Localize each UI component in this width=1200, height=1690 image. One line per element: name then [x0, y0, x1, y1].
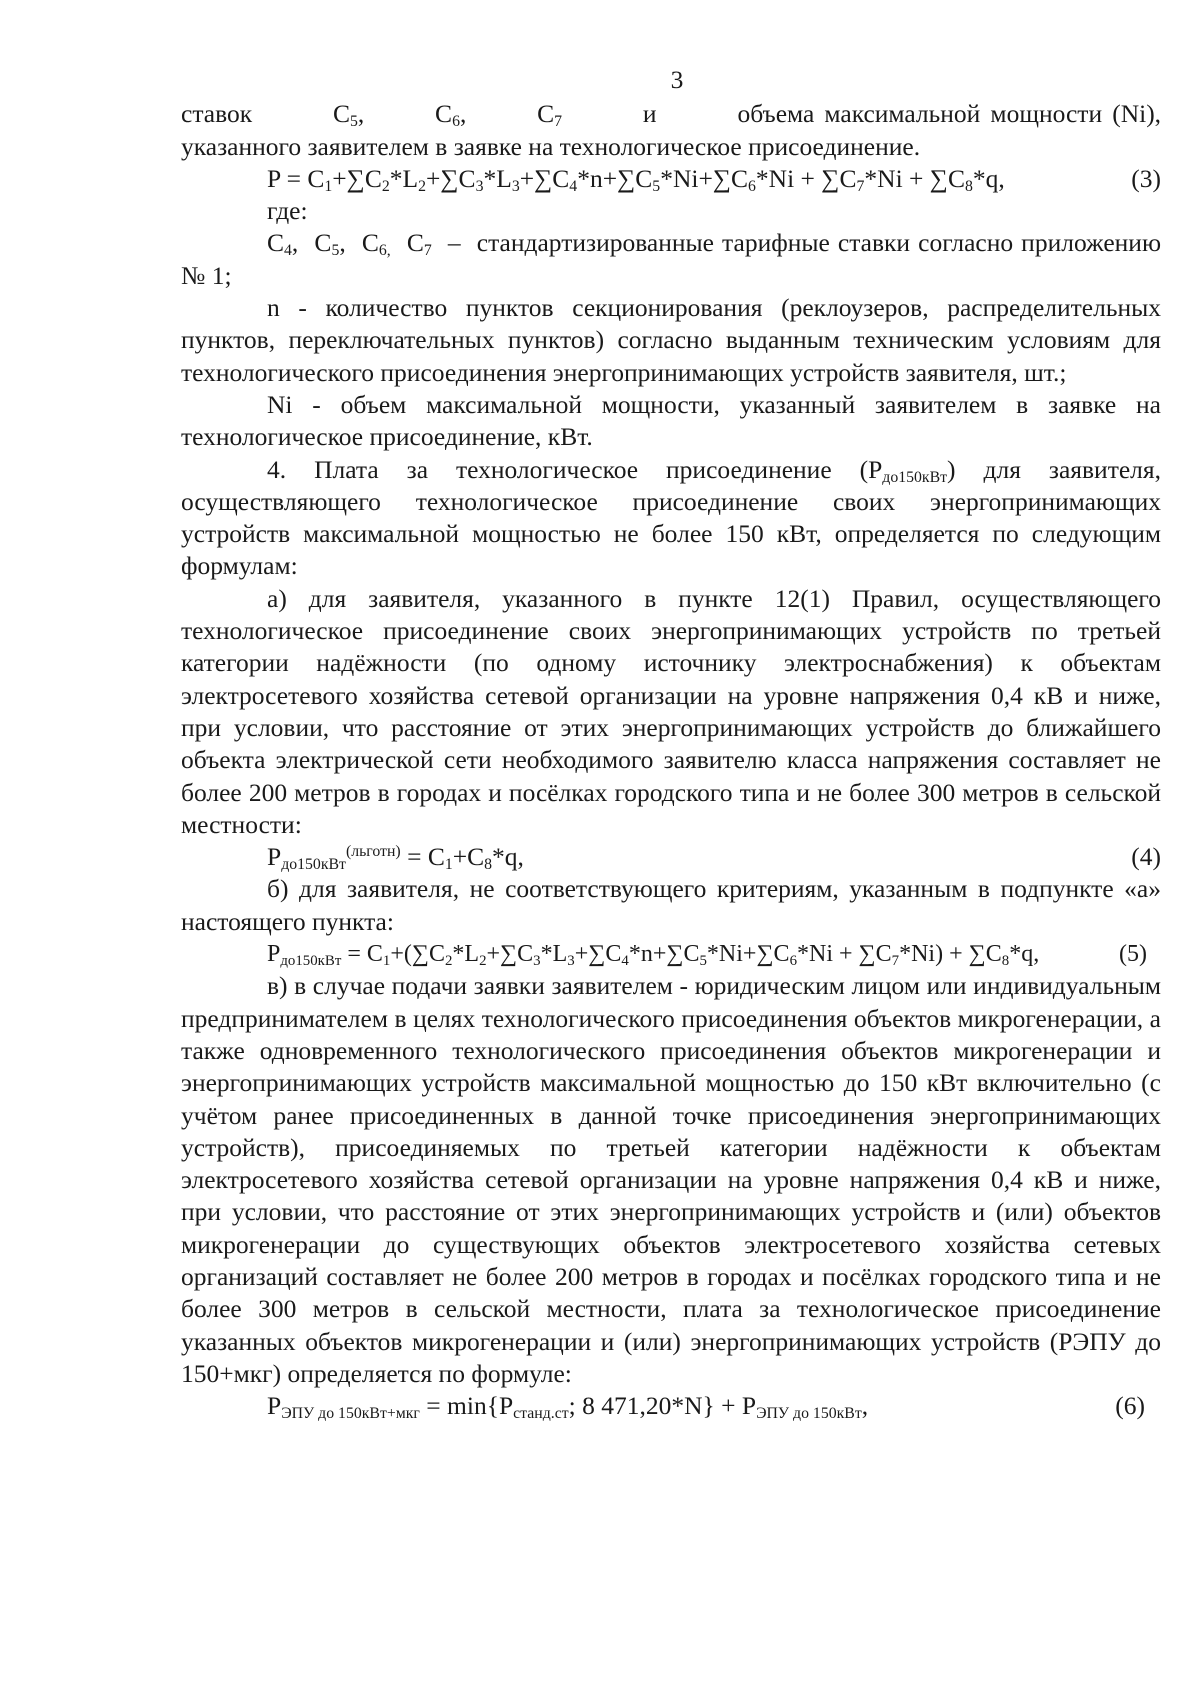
formula-4-text: $P_{до150кВт}^{(льготн)} = C_1+C_8*q$,	[267, 842, 524, 874]
word: и	[642, 99, 657, 129]
paragraph-4: 4. Плата за технологическое присоединение $(P_{до150кВт})$ для заявителя, осуществляющего технологическое присоединение своих энергопринимающих устройств максимальной мощностью не более 150 кВт, определяется по следующим формулам:	[181, 454, 1161, 581]
paragraph-b: б) для заявителя, не соответствующего критериям, указанным в подпункте «а» настоящего пункта:	[181, 874, 1161, 936]
symbol-c7: C	[537, 99, 555, 129]
formula-4	[181, 841, 1161, 873]
paragraph-v: в) в случае подачи заявки заявителем - юридическим лицом или индивидуальным предпринимателем в целях технологического присоединения объектов микрогенерации, а также одновременного технологического присоединения объектов микрогенерации и энергопринимающих устройств максимальной мощностью до 150 кВт включительно (с учётом ранее присоединенных в данной точке присоединения энергопринимающих устройств), присоединяемых по третьей категории надёжности к объектам электросетевого хозяйства сетевой организации на уровне напряжения 0,4 кВ и ниже, при условии, что расстояние от этих энергопринимающих устройств и (или) объектов микрогенерации до существующих объектов электросетевого хозяйства сетевых организаций составляет не более 200 метров в городах и посёлках городского типа и не более 300 метров в сельской местности, плата за технологическое присоединение указанных объектов микрогенерации и (или) энергопринимающих устройств (РЭПУ до 150+мкг) определяется по формуле:	[181, 971, 1161, 1388]
formula-6	[181, 1390, 1161, 1422]
symbol-c5: C	[332, 99, 350, 129]
definition-n: n - количество пунктов секционирования (реклоузеров, распределительных пунктов, переключательных пунктов) согласно выданным техническим условиям для технологического присоединения энергопринимающих устройств заявителя, шт.;	[181, 293, 1161, 387]
sub: 7	[554, 113, 563, 131]
paragraph-a: а) для заявителя, указанного в пункте 12(1) Правил, осуществляющего технологическое присоединение своих энергопринимающих устройств по третьей категории надёжности (по одному источнику электроснабжения) к объектам электросетевого хозяйства сетевой организации на уровне напряжения 0,4 кВ и ниже, при условии, что расстояние от этих энергопринимающих устройств до ближайшего объекта электрической сети необходимого заявителю класса напряжения составляет не более 200 метров в городах и посёлках городского типа и не более 300 метров в сельской местности:	[181, 583, 1161, 839]
formula-3-text: $P = C_1+\sum C_2*L_2+\sum C_3*L_3+\sum C_4*n+\sum C_5*Ni+\sum C_6*Ni + \sum C_7*Ni + \sum C_8*q$,	[267, 163, 1005, 195]
intro-line-1: ставок $C_5$, $C_6$, $C_7$ и объема максимальной мощности (Ni),	[181, 99, 1162, 131]
word: объема максимальной мощности (Ni),	[737, 99, 1162, 129]
where-label: где:	[267, 196, 308, 226]
formula-5-number: (5)	[1119, 941, 1147, 968]
definition-ni: Ni - объем максимальной мощности, указанный заявителем в заявке на технологическое присоединение, кВт.	[181, 389, 1161, 452]
formula-6-text: $P_{ЭПУ до 150кВт+мкг} = \min\{P_{станд.ст}$; 8 $471,20*N\} + P_{ЭПУ до 150кВт}$,	[267, 1391, 869, 1423]
formula-4-number: (4)	[1131, 842, 1161, 872]
document-page	[181, 64, 1161, 1422]
word: ставок	[181, 99, 253, 129]
intro-line-2: указанного заявителем в заявке на технологическое присоединение.	[181, 131, 921, 161]
sub: 5	[350, 113, 358, 131]
formula-3-number: (3)	[1131, 163, 1161, 193]
formula-5	[181, 938, 1161, 970]
page-number: 3	[670, 65, 684, 94]
formula-5-text: $P_{до150кВт} = C_1+(\sum C_2*L_2+\sum C_3*L_3+\sum C_4*n+\sum C_5*Ni+\sum C_6*Ni + \sum C_7*Ni) + \sum C_8*q$,	[267, 941, 1040, 970]
symbol-c6: C	[435, 99, 453, 129]
formula-6-number: (6)	[1115, 1391, 1145, 1421]
sub: 6	[452, 113, 460, 131]
definition-c-rates: $C_4$, $C_5$, $C_{6,}$ $C_7$ – стандартизированные тарифные ставки согласно приложению № 1;	[181, 228, 1161, 290]
formula-3	[181, 163, 1161, 195]
